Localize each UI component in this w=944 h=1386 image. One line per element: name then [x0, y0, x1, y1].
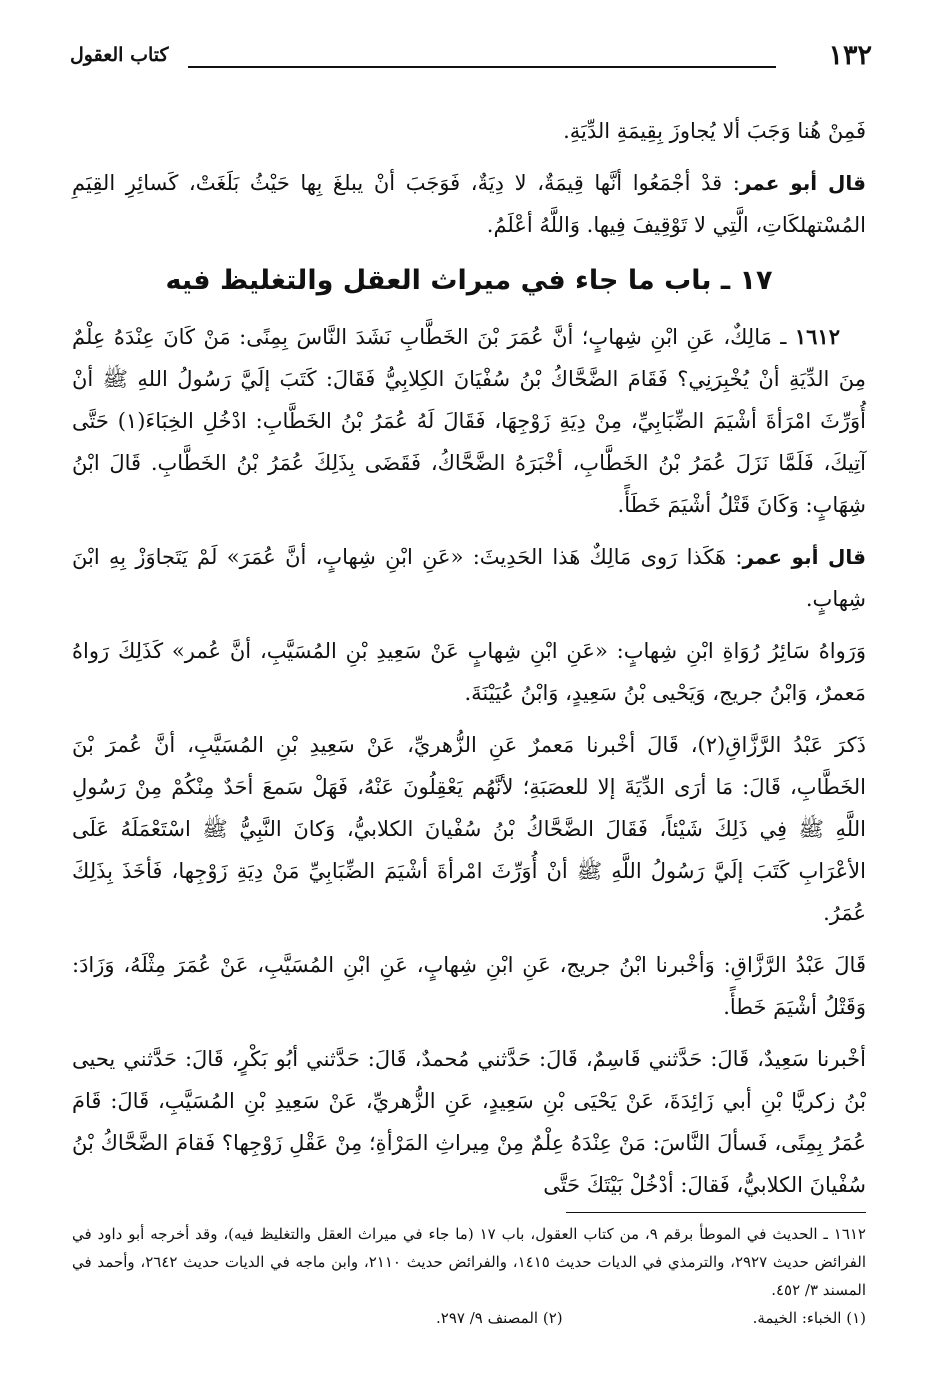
chapter-title: ١٧ ـ باب ما جاء في ميراث العقل والتغليظ فيه — [165, 265, 773, 296]
paragraph-6: ذَكرَ عَبْدُ الرَّزَّاقِ(٢)، قَالَ أخْبرنا مَعمرٌ عَنِ الزُّهريِّ، عَنْ سَعِيدِ بْنِ المُسَيَّبِ، أنَّ عُمرَ بْنَ الخَطَّابِ، قَالَ: مَا أرَى الدِّيَةَ إلا للعصَبَةِ؛ لأنَّهُم يَعْقِلُونَ عَنْهُ، فَهَلْ سَمعَ أحَدٌ مِنْكُمْ مِنْ رَسُولِ اللَّهِ ﷺ فِي ذَلِكَ شَيْئاً، فَقَالَ الضَّحَّاكُ بْنُ سُفْيانَ الكلابيُّ، وَكانَ النَّبِيُّ ﷺ اسْتَعْمَلَهُ عَلَى الأعْرَابِ كَتَبَ إلَيَّ رَسُولُ اللَّهِ ﷺ أنْ أُوَرِّثَ امْرأةَ أشْيَمَ الضِّبَابِيِّ مَنْ دِيَةِ زَوْجِها، فَأخَذَ بِذَلِكَ عُمَرُ. — [72, 733, 866, 925]
page-number: ١٣٢ — [828, 40, 872, 71]
hadith-text: ـ مَالِكٌ، عَنِ ابْنِ شِهابٍ؛ أنَّ عُمَرَ بْنَ الخَطَّابِ نَشَدَ النَّاسَ بِمِنًى: مَنْ كَانَ عِنْدَهُ عِلْمٌ مِنَ الدِّيَةِ أنْ يُخْبِرَنِي؟ فَقَامَ الضَّحَّاكُ بْنُ سُفْيَانَ الكِلابِيُّ فَقَالَ: كَتَبَ إلَيَّ رَسُولُ اللهِ ﷺ أنْ أُوَرِّثَ امْرَأةَ أشْيَمَ الضِّبَابِيِّ، مِنْ دِيَةِ زَوْجِهَا، فَقَالَ لَهُ عُمَرُ بْنُ الخَطَّابِ: ادْخُلِ الخِبَاءَ(١) حَتَّى آتِيكَ، فَلَمَّا نَزَلَ عُمَرُ بْنُ الخَطَّابِ، أخْبَرَهُ الضَّحَّاكُ، فَقَضَى بِذَلِكَ عُمَرُ بْنُ الخَطَّابِ. قَالَ ابْنُ شِهَابٍ: وَكَانَ قَتْلُ أشْيَمَ خَطَأً. — [72, 325, 866, 517]
hadith-number: ١٦١٢ — [794, 324, 840, 349]
footnote-1: (١) الخباء: الخيمة. — [752, 1309, 866, 1327]
hadith-paragraph — [72, 316, 866, 526]
main-text — [72, 110, 866, 1216]
paragraph-7: قَالَ عَبْدُ الرَّزَّاقِ: وَأخْبرنا ابْنُ جريج، عَنِ ابْنِ شِهابٍ، عَنِ ابْنِ المُسَيَّبِ، عَنْ عُمَرَ مِثْلَهُ، وَزَادَ: وَقَتْلُ أشْيَمَ خَطأً. — [72, 953, 866, 1019]
speaker-label: قال أبو عمر — [739, 171, 866, 195]
running-title: كتاب العقول — [70, 44, 169, 66]
footnote-rule — [566, 1212, 866, 1213]
paragraph-1: فَمِنْ هُنا وَجَبَ ألا يُجاوزَ بِقِيمَةِ الدِّيَةِ. — [563, 119, 866, 143]
footnote-row — [72, 1304, 866, 1332]
speaker-label: قال أبو عمر — [742, 545, 866, 569]
header-rule — [188, 66, 776, 68]
footnote-2: (٢) المصنف ٩/ ٢٩٧. — [436, 1309, 563, 1327]
paragraph-8: أخْبرنا سَعِيدٌ، قَالَ: حَدَّثني قَاسِمٌ، قَالَ: حَدَّثني مُحمدٌ، قَالَ: حَدَّثني أبُو بَكْرٍ، قَالَ: حَدَّثني يحيى بْنُ زكريَّا بْنِ أبي زَائِدَةَ، عَنْ يَحْيَى بْنِ سَعِيدٍ، عَنِ الزُّهريِّ، عَنْ سَعِيدِ بْنِ المُسَيَّبِ، قَالَ: قَامَ عُمَرُ بِمِنًى، فَسألَ النَّاسَ: مَنْ عِنْدَهُ عِلْمٌ مِنْ مِيراثِ المَرْأةِ؛ مِنْ عَقْلِ زَوْجِها؟ فَقامَ الضَّحَّاكُ بْنُ سُفْيانَ الكلابيُّ، فَقالَ: أدْخُلْ بَيْتَكَ حَتَّى — [72, 1047, 866, 1197]
page-header — [70, 38, 872, 72]
paragraph-5: وَرَواهُ سَائِرُ رُوَاةِ ابْنِ شِهابٍ: «عَنِ ابْنِ شِهابٍ عَنْ سَعِيدِ بْنِ المُسَيَّبِ، أنَّ عُمر» كَذَلِكَ رَواهُ مَعمرٌ، وَابْنُ جريج، وَيَحْيى بْنُ سَعِيدٍ، وَابْنُ عُيَيْنَةَ. — [72, 639, 866, 705]
paragraph-4 — [72, 536, 866, 620]
paragraph-text: : هَكَذا رَوى مَالِكٌ هَذا الحَدِيثَ: «عَنِ ابْنِ شِهابٍ، أنَّ عُمَرَ» لَمْ يَتَجاوَزْ بِهِ ابْنَ شِهابٍ. — [72, 545, 866, 611]
paragraph-2 — [72, 162, 866, 246]
footnote-hadith-source: ١٦١٢ ـ الحديث في الموطأ برقم ٩، من كتاب العقول، باب ١٧ (ما جاء في ميراث العقل والتغليظ فيه)، وقد أخرجه أبو داود في الفرائض حديث ٢٩٢٧، والترمذي في الديات حديث ١٤١٥، والفرائض حديث ٢١١٠، وابن ماجه في الديات حديث ٢٦٤٢، وأحمد في المسند ٣/ ٤٥٢. — [72, 1225, 866, 1299]
paragraph-text: : قدْ أجْمَعُوا أنَّها قِيمَةٌ، لا دِيَةٌ، فَوَجَبَ أنْ يبلغَ بِها حَيْثُ بَلَغَتْ، كَسائِرِ القِيَمِ المُسْتهلكَاتِ، الَّتِي لا تَوْقِيفَ فِيها. وَاللَّهُ أعْلَمُ. — [72, 171, 866, 237]
footnotes — [72, 1220, 866, 1332]
